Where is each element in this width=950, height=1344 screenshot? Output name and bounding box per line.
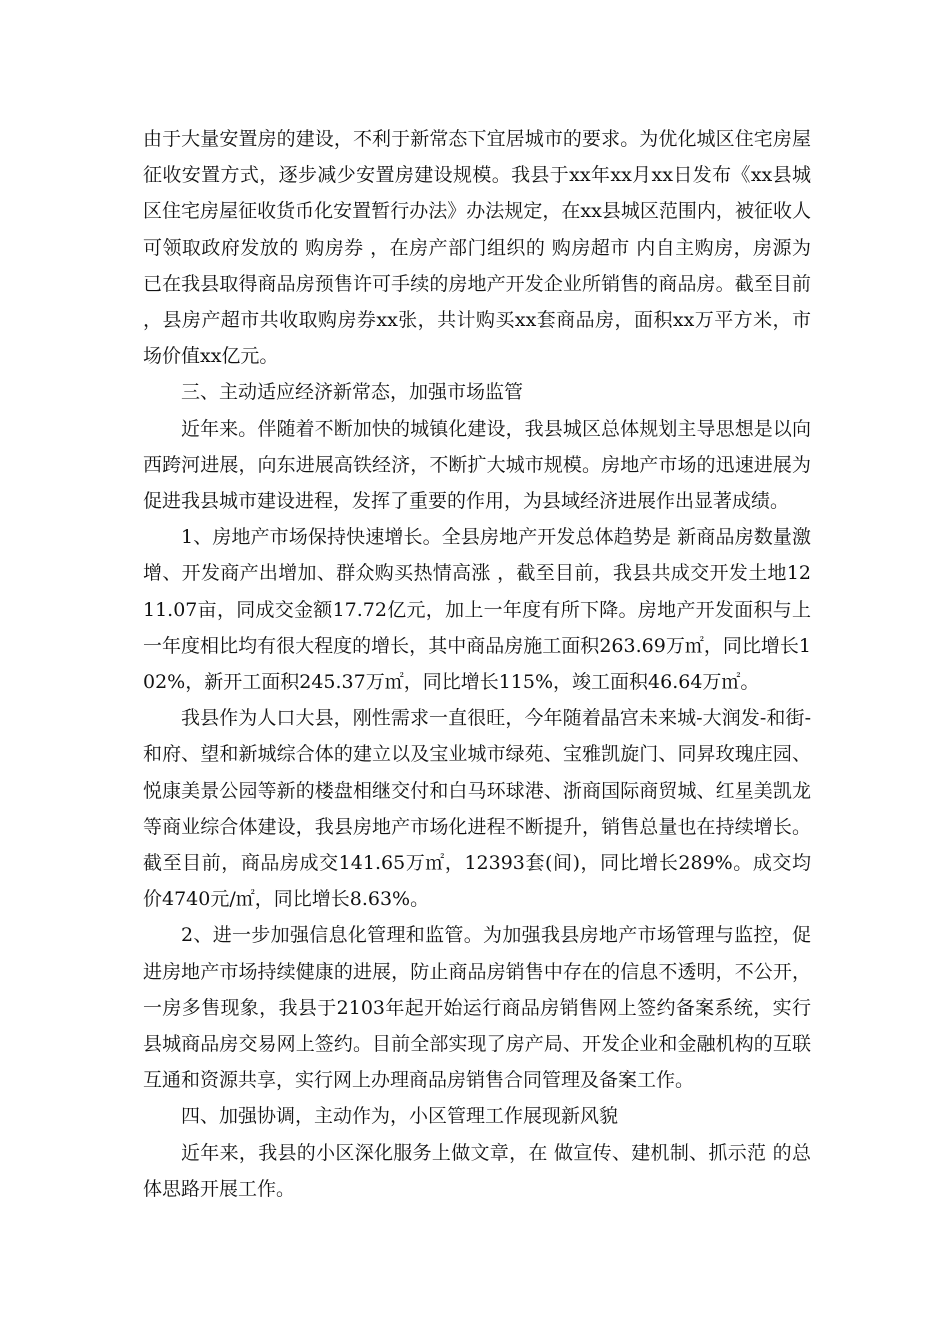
paragraph-demand-sales: 我县作为人口大县，刚性需求一直很旺，今年随着晶宫未来城-大润发-和街-和府、望和新城综合体的建立以及宝业城市绿苑、宝雅凯旋门、同昇玫瑰庄园、悦康美景公园等新的楼盘相继交付和白马环球港、浙商国际商贸城、红星美凯龙等商业综合体建设，我县房地产市场化进程不断提升，销售总量也在持续增长。截至目前，商品房成交141.65万㎡，12393套(间)，同比增长289%。成交均价4740元/㎡，同比增长8.63%。 <box>143 707 811 911</box>
paragraph-urbanization: 近年来。伴随着不断加快的城镇化建设，我县城区总体规划主导思想是以向西跨河进展，向东进展高铁经济，不断扩大城市规模。房地产市场的迅速进展为促进我县城市建设进程，发挥了重要的作用，为县域经济进展作出显著成绩。 <box>143 417 811 513</box>
paragraph-informatization: 2、进一步加强信息化管理和监管。为加强我县房地产市场管理与监控，促进房地产市场持续健康的进展，防止商品房销售中存在的信息不透明，不公开，一房多售现象，我县于2103年起开始运行商品房销售网上签约备案系统，实行县城商品房交易网上签约。目前全部实现了房产局、开发企业和金融机构的互联互通和资源共享，实行网上办理商品房销售合同管理及备案工作。 <box>143 924 811 1092</box>
section-heading-market-supervision: 三、主动适应经济新常态，加强市场监管 <box>181 381 524 404</box>
document-body <box>143 121 811 1207</box>
paragraph-housing-voucher: 由于大量安置房的建设，不利于新常态下宜居城市的要求。为优化城区住宅房屋征收安置方式，逐步减少安置房建设规模。我县于xx年xx月xx日发布《xx县城区住宅房屋征收货币化安置暂行办法》办法规定，在xx县城区范围内，被征收人可领取政府发放的 购房券 ，在房产部门组织的 购房超市 内自主购房，房源为已在我县取得商品房预售许可手续的房地产开发企业所销售的商品房。截至目前，县房产超市共收取购房券xx张，共计购买xx套商品房，面积xx万平方米，市场价值xx亿元。 <box>143 128 811 368</box>
paragraph-market-growth: 1、房地产市场保持快速增长。全县房地产开发总体趋势是 新商品房数量激增、开发商产出增加、群众购买热情高涨 ，截至目前，我县共成交开发土地1211.07亩，同成交金额17.72亿元，加上一年度有所下降。房地产开发面积与上一年度相比均有很大程度的增长，其中商品房施工面积263.69万㎡，同比增长102%，新开工面积245.37万㎡，同比增长115%，竣工面积46.64万㎡。 <box>143 526 811 694</box>
paragraph-community-service: 近年来，我县的小区深化服务上做文章，在 做宣传、建机制、抓示范 的总体思路开展工作。 <box>143 1141 811 1200</box>
section-heading-community-management: 四、加强协调，主动作为，小区管理工作展现新风貌 <box>181 1105 619 1128</box>
